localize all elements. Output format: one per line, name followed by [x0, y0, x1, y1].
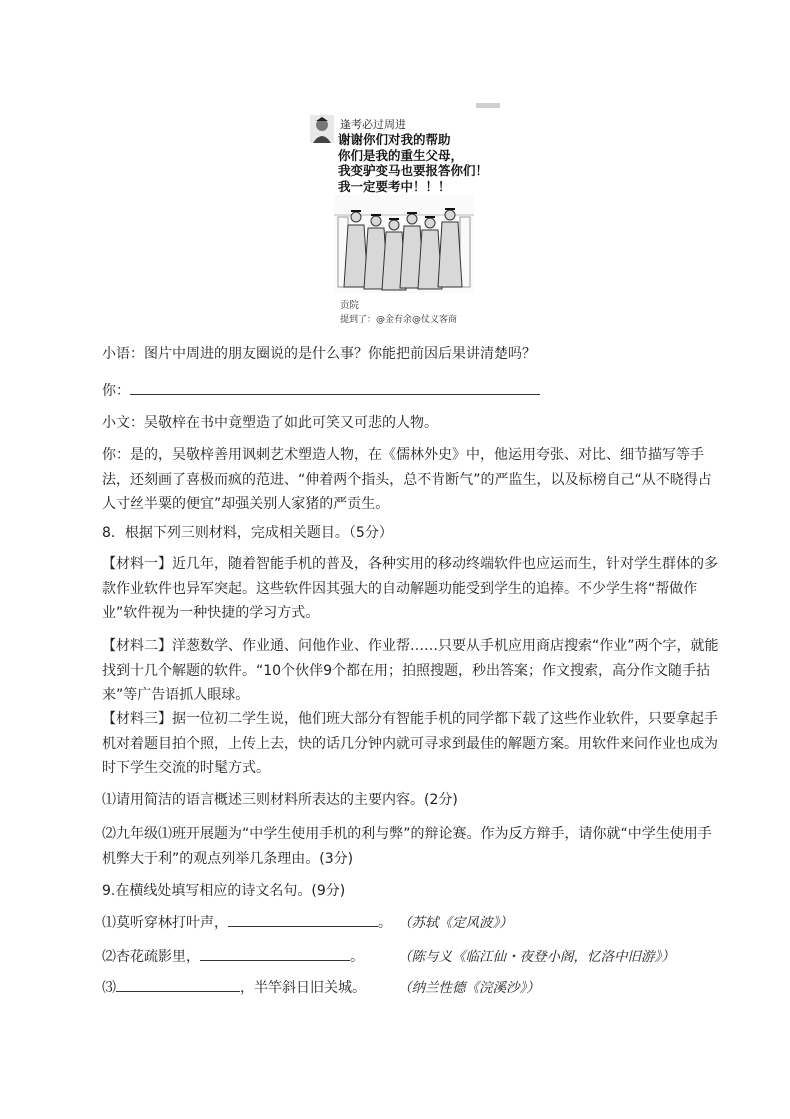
q9-title: 9.在横线处填写相应的诗文名句。(9分): [102, 883, 346, 899]
poem-item-1: [102, 912, 392, 934]
decorative-tab: [476, 103, 500, 108]
answer-line: [102, 380, 540, 402]
reply-paragraph: 你：是的，吴敬梓善用讽刺艺术塑造人物，在《儒林外史》中，他运用夸张、对比、细节描写等手法，还刻画了喜极而疯的范进、“伸着两个指头，总不肯断气”的严监生，以及标榜自己“从不晓得占人寸丝半粟的便宜”却强关别人家猪的严贡生。: [102, 447, 712, 512]
meme-line: 我一定要考中！！！: [338, 178, 451, 194]
meme-mention: 提到了：@金有余@仗义客商: [340, 315, 458, 325]
scholars-illustration: [334, 195, 474, 293]
meme-line: 谢谢你们对我的帮助: [338, 132, 451, 147]
poem-after: 。: [350, 949, 364, 965]
poem-before: ⑵杏花疏影里，: [102, 949, 200, 965]
q8-sub1: ⑴请用简洁的语言概述三则材料所表达的主要内容。(2分): [102, 792, 458, 808]
q8-title: 8．根据下列三则材料，完成相关题目。（5分）: [102, 525, 393, 541]
meme-line: 我变驴变马也要报答你们！: [338, 163, 489, 178]
poem-source-1: （苏轼《定风波》）: [398, 915, 513, 931]
avatar-icon: [310, 115, 334, 143]
poem-blank[interactable]: [200, 946, 350, 961]
poem-before: ⑶: [102, 980, 116, 996]
poem-source-2: （陈与义《临江仙・夜登小阁，忆洛中旧游》）: [398, 949, 675, 965]
poem-item-3: [102, 977, 366, 999]
meme-image: [306, 103, 500, 325]
material-3: 【材料三】据一位初二学生说，他们班大部分有智能手机的同学都下载了这些作业软件，只要拿起手机对着题目拍个照，上传上去，快的话几分钟内就可寻求到最佳的解题方案。用软件来问作业也成为时下学生交流的时髦方式。: [102, 711, 718, 776]
poem-after: 。: [378, 915, 392, 931]
xiaoyu-line: 小语：图片中周进的朋友圈说的是什么事？你能把前因后果讲清楚吗？: [102, 346, 536, 362]
material-2: 【材料二】洋葱数学、作业通、问他作业、作业帮……只要从手机应用商店搜索“作业”两个字，就能找到十几个解题的软件。“10个伙伴9个都在用；拍照搜题，秒出答案；作文搜索，高分作文随手拈来”等广告语抓人眼球。: [102, 638, 719, 703]
meme-line: 你们是我的重生父母，: [338, 147, 464, 163]
poem-before: ⑴莫听穿林打叶声，: [102, 915, 228, 931]
xiaowen-line: 小文：吴敬梓在书中竟塑造了如此可笑又可悲的人物。: [102, 415, 438, 431]
meme-author: 逢考必过周进: [340, 118, 406, 131]
poem-blank[interactable]: [228, 912, 378, 927]
meme-message: [338, 132, 488, 194]
answer-label: 你：: [102, 383, 130, 399]
poem-item-2: [102, 946, 364, 968]
q8-sub2: ⑵九年级⑴班开展题为“中学生使用手机的利与弊”的辩论赛。作为反方辩手，请你就“中学生使用手机弊大于利”的观点列举几条理由。(3分): [102, 826, 712, 867]
poem-after: ，半竿斜日旧关城。: [240, 980, 366, 996]
poem-blank[interactable]: [116, 977, 240, 992]
answer-blank[interactable]: [130, 380, 540, 395]
meme-location: 贡院: [340, 300, 360, 311]
material-1: 【材料一】近几年，随着智能手机的普及，各种实用的移动终端软件也应运而生，针对学生群体的多款作业软件也异军突起。这些软件因其强大的自动解题功能受到学生的追捧。不少学生将“帮做作业”软件视为一种快捷的学习方式。: [102, 556, 718, 621]
poem-source-3: （纳兰性德《浣溪沙》）: [398, 980, 540, 996]
